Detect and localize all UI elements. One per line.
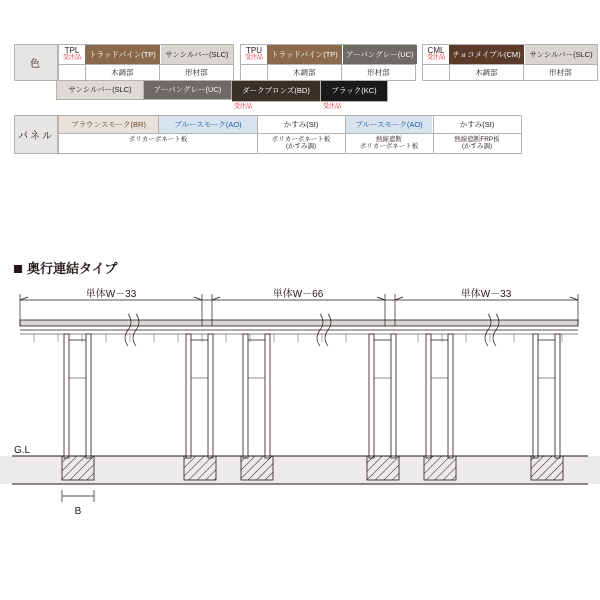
color-group-cml-chips xyxy=(423,45,597,64)
color-group-tpl-chips xyxy=(59,45,233,64)
color-chip-kc: ブラック(KC) 受注品 xyxy=(321,80,388,102)
order-note: 受注品 xyxy=(234,103,253,110)
caption-spacer xyxy=(59,65,85,80)
color-chip-uc: アーバングレー(UC) xyxy=(144,80,232,100)
caption-spacer xyxy=(241,65,267,80)
color-secondary-chips xyxy=(56,80,586,110)
panel-group-ao-heat-chips xyxy=(346,116,433,133)
color-group-tpl-captions xyxy=(59,64,233,80)
dimension-label: 単体W－66 xyxy=(272,289,324,300)
panel-chip-br: ブラウンスモーク(BR) xyxy=(59,116,159,133)
color-chip: サンシルバー(SLC) xyxy=(160,45,233,64)
post-group xyxy=(64,334,560,458)
panel-caption: ポリカーボネート板 xyxy=(59,134,257,145)
color-code-cml: CML 受注品 xyxy=(426,46,445,62)
dimension-label: 単体W－33 xyxy=(460,289,512,300)
roof-beam xyxy=(20,320,578,326)
color-chip-slc: サンシルバー(SLC) xyxy=(56,80,144,100)
color-chip: アーバングレー(UC) xyxy=(342,45,417,64)
caption-frame: 形材部 xyxy=(523,65,597,80)
panel-caption: ポリカーボネート板 (かすみ調) xyxy=(258,134,344,153)
row-label-color: 色 xyxy=(14,44,58,81)
color-chip: チョコメイプル(CM) xyxy=(449,45,524,64)
caption-wood: 木調部 xyxy=(85,65,159,80)
section-heading: 奥行連結タイプ xyxy=(14,258,117,277)
color-groups xyxy=(58,44,598,81)
panel-group-si-chips xyxy=(258,116,345,133)
panel-group-si-captions xyxy=(258,133,345,153)
panel-chip-ao: ブルースモーク(AO) xyxy=(159,116,257,133)
color-group-tpu xyxy=(240,44,416,81)
panel-row xyxy=(14,115,586,154)
panel-group-si xyxy=(258,115,346,154)
panel-caption: 熱線遮断FRP板 (かすみ調) xyxy=(434,134,520,153)
order-note: 受注品 xyxy=(323,103,342,110)
color-group-tpu-chips xyxy=(241,45,415,64)
footing-dimension-label: B xyxy=(74,506,82,517)
panel-cells xyxy=(58,115,586,154)
panel-caption: 熱線遮断 ポリカーボネート板 xyxy=(346,134,432,153)
color-chip-bd: ダークブロンズ(BD) 受注品 xyxy=(232,80,321,102)
color-row-secondary xyxy=(14,80,586,110)
color-chip: トラッドパイン(TP) xyxy=(85,45,160,64)
panel-chip-si-frp: かすみ(SI) xyxy=(434,116,520,133)
panel-group-ao-heat-captions xyxy=(346,133,433,153)
ground-level-label: G.L xyxy=(14,445,31,456)
caption-frame: 形材部 xyxy=(159,65,233,80)
panel-group-ao-heat xyxy=(346,115,434,154)
color-row xyxy=(14,44,593,81)
bullet-square-icon xyxy=(14,265,22,273)
color-chip: トラッドパイン(TP) xyxy=(267,45,342,64)
dimension-label: 単体W－33 xyxy=(85,289,137,300)
color-code-tpu: TPU 受注品 xyxy=(244,46,263,62)
color-group-cml xyxy=(422,44,598,81)
panel-group-poly-chips xyxy=(59,116,257,133)
caption-wood: 木調部 xyxy=(267,65,341,80)
color-group-tpl xyxy=(58,44,234,81)
color-chip: サンシルバー(SLC) xyxy=(524,45,597,64)
panel-group-si-frp xyxy=(434,115,522,154)
row-label-panel: パネル xyxy=(14,115,58,154)
panel-group-poly-captions xyxy=(59,133,257,145)
caption-frame: 形材部 xyxy=(341,65,415,80)
rafter-group xyxy=(34,334,562,342)
panel-chip-ao-heat: ブルースモーク(AO) xyxy=(346,116,432,133)
panel-group-si-frp-chips xyxy=(434,116,521,133)
elevation-drawing xyxy=(0,278,600,578)
panel-group-poly xyxy=(58,115,258,154)
caption-spacer xyxy=(423,65,449,80)
caption-wood: 木調部 xyxy=(449,65,523,80)
color-group-cml-captions xyxy=(423,64,597,80)
color-group-tpu-captions xyxy=(241,64,415,80)
panel-chip-si: かすみ(SI) xyxy=(258,116,344,133)
spec-table xyxy=(14,44,593,154)
row-indent xyxy=(14,80,56,102)
color-code-tpl: TPL 受注品 xyxy=(62,46,81,62)
panel-group-si-frp-captions xyxy=(434,133,521,153)
